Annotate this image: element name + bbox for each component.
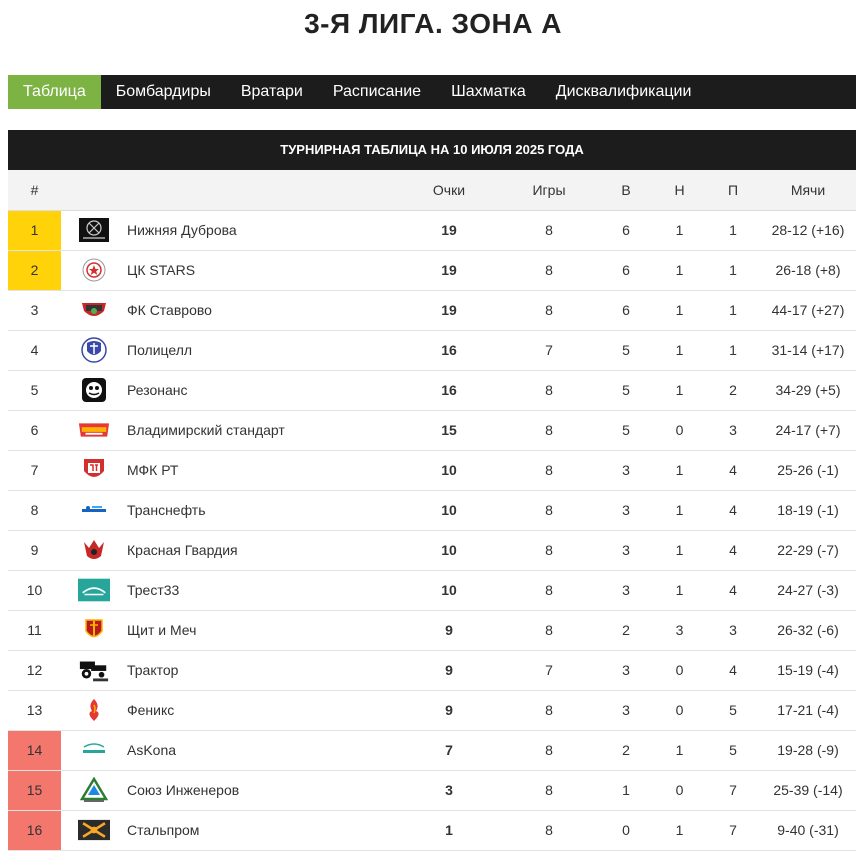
wins-cell: 0	[599, 810, 653, 850]
position-cell: 16	[8, 810, 61, 850]
games-cell: 8	[499, 210, 599, 250]
header-losses[interactable]: П	[706, 170, 760, 210]
position-cell: 4	[8, 330, 61, 370]
losses-cell: 7	[706, 810, 760, 850]
draws-cell: 0	[653, 690, 706, 730]
games-cell: 8	[499, 770, 599, 810]
feniks-logo	[78, 698, 110, 722]
table-row[interactable]	[8, 250, 856, 290]
position-cell: 5	[8, 370, 61, 410]
position-cell: 10	[8, 570, 61, 610]
losses-cell: 7	[706, 770, 760, 810]
standings-table-container	[8, 130, 856, 851]
table-header-row	[8, 170, 856, 210]
losses-cell: 3	[706, 410, 760, 450]
wins-cell: 5	[599, 410, 653, 450]
transneft-logo	[78, 498, 110, 522]
team-logo-cell	[61, 250, 119, 290]
team-logo-cell	[61, 210, 119, 250]
wins-cell: 3	[599, 690, 653, 730]
tab-suspensions[interactable]: Дисквалификации	[555, 83, 692, 100]
losses-cell: 1	[706, 210, 760, 250]
position-cell: 6	[8, 410, 61, 450]
losses-cell: 4	[706, 450, 760, 490]
team-logo-cell	[61, 370, 119, 410]
wins-cell: 5	[599, 330, 653, 370]
team-name[interactable]: ФК Ставрово	[119, 290, 399, 330]
goals-cell: 25-26 (-1)	[760, 450, 856, 490]
losses-cell: 4	[706, 570, 760, 610]
team-logo-cell	[61, 490, 119, 530]
table-row[interactable]	[8, 770, 856, 810]
draws-cell: 1	[653, 490, 706, 530]
losses-cell: 5	[706, 690, 760, 730]
games-cell: 8	[499, 530, 599, 570]
games-cell: 8	[499, 410, 599, 450]
goals-cell: 25-39 (-14)	[760, 770, 856, 810]
team-name[interactable]: МФК РТ	[119, 450, 399, 490]
points-cell: 3	[399, 770, 499, 810]
position-cell: 1	[8, 210, 61, 250]
standings-body	[8, 210, 856, 850]
goals-cell: 26-18 (+8)	[760, 250, 856, 290]
table-row[interactable]	[8, 330, 856, 370]
points-cell: 19	[399, 210, 499, 250]
team-name[interactable]: Стальпром	[119, 810, 399, 850]
draws-cell: 1	[653, 330, 706, 370]
team-logo-cell	[61, 810, 119, 850]
header-goals[interactable]: Мячи	[760, 170, 856, 210]
draws-cell: 1	[653, 810, 706, 850]
games-cell: 8	[499, 450, 599, 490]
table-row[interactable]	[8, 450, 856, 490]
table-row[interactable]	[8, 730, 856, 770]
table-caption: ТУРНИРНАЯ ТАБЛИЦА НА 10 ИЮЛЯ 2025 ГОДА	[8, 130, 856, 170]
wins-cell: 3	[599, 650, 653, 690]
games-cell: 8	[499, 490, 599, 530]
team-name[interactable]: Трактор	[119, 650, 399, 690]
table-row[interactable]	[8, 570, 856, 610]
goals-cell: 26-32 (-6)	[760, 610, 856, 650]
askona-logo	[78, 738, 110, 762]
page-title: 3-Я ЛИГА. ЗОНА А	[304, 8, 562, 39]
team-logo-cell	[61, 730, 119, 770]
games-cell: 8	[499, 290, 599, 330]
stavrovo-logo	[78, 298, 110, 322]
header-draws[interactable]: Н	[653, 170, 706, 210]
draws-cell: 1	[653, 730, 706, 770]
header-games[interactable]: Игры	[499, 170, 599, 210]
draws-cell: 1	[653, 370, 706, 410]
games-cell: 8	[499, 570, 599, 610]
team-name[interactable]: Союз Инженеров	[119, 770, 399, 810]
table-row[interactable]	[8, 410, 856, 450]
table-row[interactable]	[8, 290, 856, 330]
tab-goalkeepers[interactable]: Вратари	[240, 83, 303, 100]
position-cell: 9	[8, 530, 61, 570]
team-logo-cell	[61, 610, 119, 650]
draws-cell: 1	[653, 290, 706, 330]
position-cell: 15	[8, 770, 61, 810]
shchit-i-mech-logo	[78, 618, 110, 642]
games-cell: 8	[499, 610, 599, 650]
draws-cell: 1	[653, 450, 706, 490]
wins-cell: 1	[599, 770, 653, 810]
goals-cell: 19-28 (-9)	[760, 730, 856, 770]
draws-cell: 1	[653, 210, 706, 250]
rezonans-logo	[78, 378, 110, 402]
table-row[interactable]	[8, 650, 856, 690]
position-cell: 3	[8, 290, 61, 330]
standings-table	[8, 170, 856, 851]
table-row[interactable]	[8, 370, 856, 410]
points-cell: 9	[399, 610, 499, 650]
table-row[interactable]	[8, 610, 856, 650]
games-cell: 8	[499, 730, 599, 770]
wins-cell: 3	[599, 490, 653, 530]
header-points[interactable]: Очки	[399, 170, 499, 210]
traktor-logo	[78, 658, 110, 682]
position-cell: 7	[8, 450, 61, 490]
position-cell: 14	[8, 730, 61, 770]
mfk-rt-logo	[78, 458, 110, 482]
wins-cell: 3	[599, 570, 653, 610]
table-row[interactable]	[8, 490, 856, 530]
goals-cell: 28-12 (+16)	[760, 210, 856, 250]
tab-schedule[interactable]: Расписание	[332, 83, 422, 100]
points-cell: 10	[399, 570, 499, 610]
losses-cell: 3	[706, 610, 760, 650]
games-cell: 7	[499, 650, 599, 690]
tab-scorers[interactable]: Бомбардиры	[115, 83, 211, 100]
position-cell: 13	[8, 690, 61, 730]
goals-cell: 31-14 (+17)	[760, 330, 856, 370]
team-logo-cell	[61, 650, 119, 690]
draws-cell: 1	[653, 530, 706, 570]
team-name[interactable]: Нижняя Дуброва	[119, 210, 399, 250]
ck-stars-logo	[78, 258, 110, 282]
wins-cell: 2	[599, 610, 653, 650]
nizhnyaya-dubrova-logo	[78, 218, 110, 242]
draws-cell: 0	[653, 410, 706, 450]
draws-cell: 0	[653, 650, 706, 690]
team-logo-cell	[61, 770, 119, 810]
position-cell: 12	[8, 650, 61, 690]
draws-cell: 1	[653, 570, 706, 610]
wins-cell: 3	[599, 450, 653, 490]
losses-cell: 4	[706, 490, 760, 530]
policell-logo	[78, 338, 110, 362]
team-name[interactable]: Владимирский стандарт	[119, 410, 399, 450]
team-name[interactable]: Феникс	[119, 690, 399, 730]
points-cell: 16	[399, 330, 499, 370]
position-cell: 8	[8, 490, 61, 530]
points-cell: 9	[399, 690, 499, 730]
team-logo-cell	[61, 290, 119, 330]
wins-cell: 6	[599, 250, 653, 290]
draws-cell: 1	[653, 250, 706, 290]
team-name[interactable]: Резонанс	[119, 370, 399, 410]
losses-cell: 1	[706, 250, 760, 290]
points-cell: 7	[399, 730, 499, 770]
team-logo-cell	[61, 410, 119, 450]
points-cell: 10	[399, 490, 499, 530]
wins-cell: 6	[599, 210, 653, 250]
soyuz-inzhenerov-logo	[78, 778, 110, 802]
goals-cell: 9-40 (-31)	[760, 810, 856, 850]
krasnaya-gvardiya-logo	[78, 538, 110, 562]
goals-cell: 22-29 (-7)	[760, 530, 856, 570]
team-name[interactable]: Красная Гвардия	[119, 530, 399, 570]
stalprom-logo	[78, 818, 110, 842]
points-cell: 19	[399, 250, 499, 290]
wins-cell: 6	[599, 290, 653, 330]
games-cell: 8	[499, 370, 599, 410]
table-row[interactable]	[8, 810, 856, 850]
tab-bar	[8, 75, 856, 109]
losses-cell: 1	[706, 330, 760, 370]
team-logo-cell	[61, 530, 119, 570]
position-cell: 11	[8, 610, 61, 650]
points-cell: 10	[399, 450, 499, 490]
games-cell: 7	[499, 330, 599, 370]
table-row[interactable]	[8, 690, 856, 730]
table-row[interactable]	[8, 210, 856, 250]
team-logo-cell	[61, 450, 119, 490]
table-row[interactable]	[8, 530, 856, 570]
points-cell: 1	[399, 810, 499, 850]
team-name[interactable]: Щит и Меч	[119, 610, 399, 650]
goals-cell: 44-17 (+27)	[760, 290, 856, 330]
games-cell: 8	[499, 250, 599, 290]
team-name[interactable]: Трест33	[119, 570, 399, 610]
header-pos[interactable]: #	[8, 170, 61, 210]
team-name[interactable]: AsKona	[119, 730, 399, 770]
games-cell: 8	[499, 690, 599, 730]
wins-cell: 2	[599, 730, 653, 770]
team-logo-cell	[61, 330, 119, 370]
goals-cell: 24-17 (+7)	[760, 410, 856, 450]
tab-table[interactable]: Таблица	[8, 75, 101, 109]
team-name[interactable]: ЦК STARS	[119, 250, 399, 290]
team-logo-cell	[61, 690, 119, 730]
team-name[interactable]: Полицелл	[119, 330, 399, 370]
losses-cell: 2	[706, 370, 760, 410]
tab-crosstable[interactable]: Шахматка	[451, 83, 526, 100]
wins-cell: 3	[599, 530, 653, 570]
losses-cell: 4	[706, 650, 760, 690]
points-cell: 19	[399, 290, 499, 330]
games-cell: 8	[499, 810, 599, 850]
goals-cell: 17-21 (-4)	[760, 690, 856, 730]
header-team	[119, 170, 399, 210]
team-name[interactable]: Транснефть	[119, 490, 399, 530]
team-logo-cell	[61, 570, 119, 610]
header-logo	[61, 170, 119, 210]
goals-cell: 18-19 (-1)	[760, 490, 856, 530]
losses-cell: 5	[706, 730, 760, 770]
goals-cell: 24-27 (-3)	[760, 570, 856, 610]
position-cell: 2	[8, 250, 61, 290]
goals-cell: 34-29 (+5)	[760, 370, 856, 410]
losses-cell: 4	[706, 530, 760, 570]
points-cell: 9	[399, 650, 499, 690]
losses-cell: 1	[706, 290, 760, 330]
draws-cell: 3	[653, 610, 706, 650]
goals-cell: 15-19 (-4)	[760, 650, 856, 690]
points-cell: 10	[399, 530, 499, 570]
trest33-logo	[78, 578, 110, 602]
header-wins[interactable]: В	[599, 170, 653, 210]
draws-cell: 0	[653, 770, 706, 810]
wins-cell: 5	[599, 370, 653, 410]
vladimirsky-standart-logo	[78, 418, 110, 442]
points-cell: 15	[399, 410, 499, 450]
points-cell: 16	[399, 370, 499, 410]
